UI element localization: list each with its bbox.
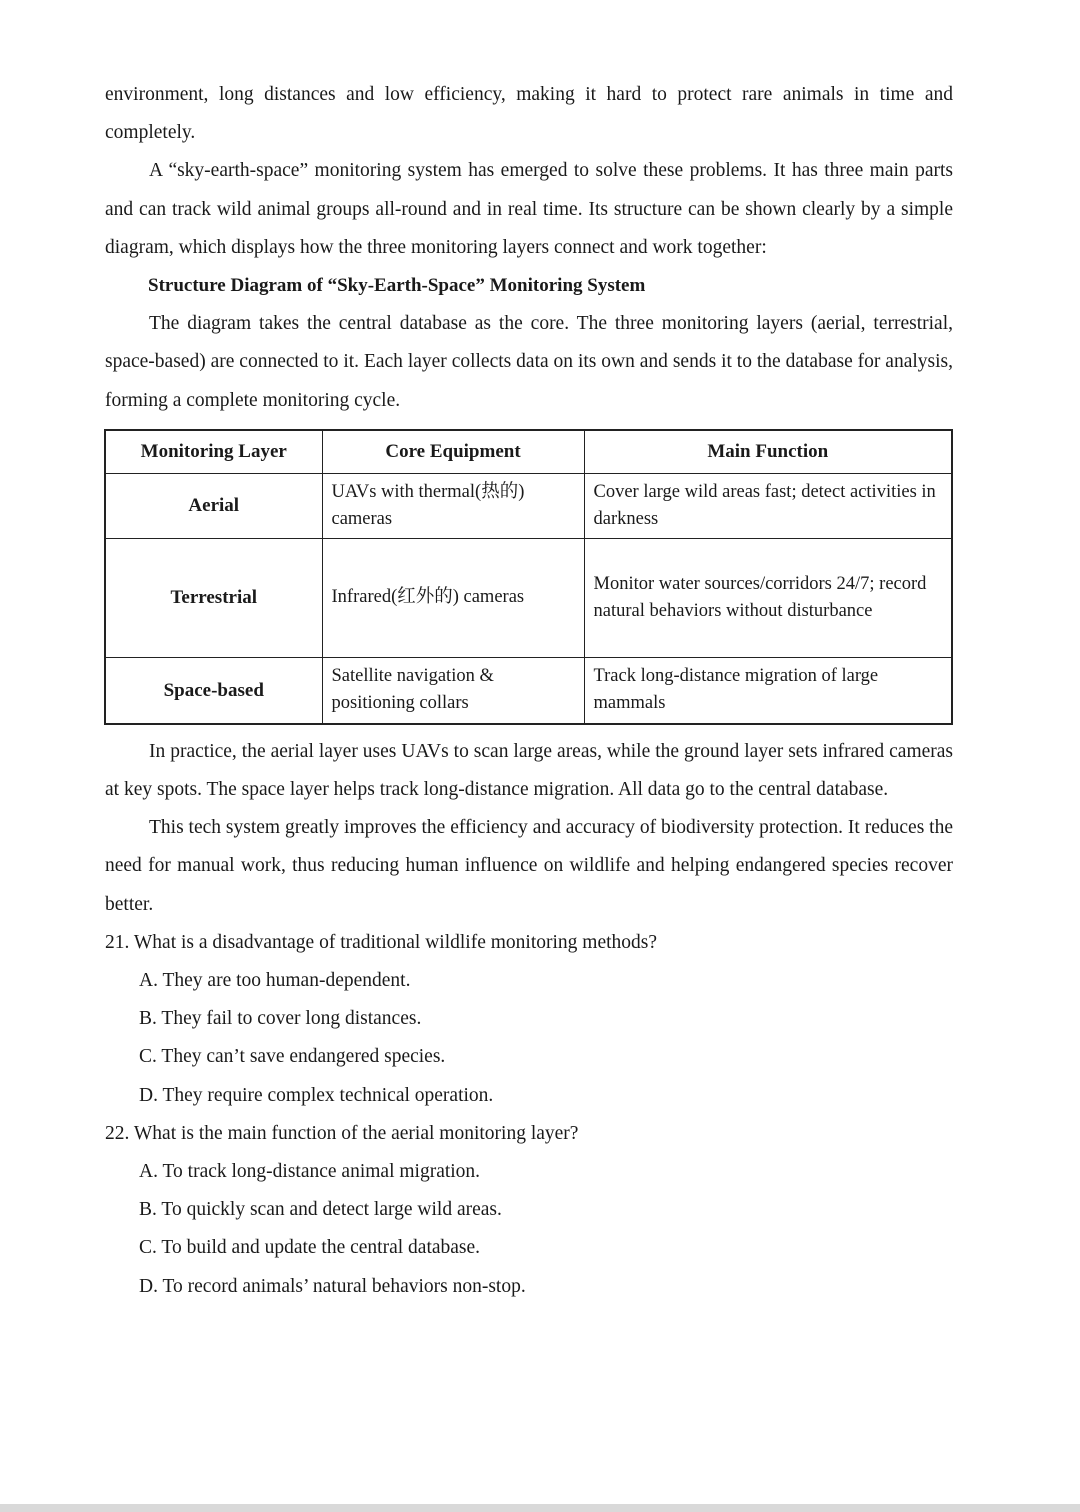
paragraph-practice: In practice, the aerial layer uses UAVs to scan large areas, while the ground layer sets infrared cameras at key spots. The space layer helps track long-distance migration. All data go to the central database. <box>105 740 953 801</box>
equipment-cell: UAVs with thermal(热的) cameras <box>322 473 584 538</box>
option-b: B. They fail to cover long distances. <box>139 1008 422 1030</box>
table-row <box>105 538 952 657</box>
equipment-cell: Infrared(红外的) cameras <box>322 538 584 657</box>
table-row <box>105 473 952 538</box>
paragraph-conclusion: This tech system greatly improves the efficiency and accuracy of biodiversity protection. It reduces the need for manual work, thus reducing human influence on wildlife and helping endangered species recover better. <box>105 817 953 915</box>
option-a: A. To track long-distance animal migration. <box>139 1161 481 1183</box>
paragraph-system: A “sky-earth-space” monitoring system has emerged to solve these problems. It has three main parts and can track wild animal groups all-round and in real time. Its structure can be shown clearly by a simple diagram, which displays how the three monitoring layers connect and work together: <box>105 160 953 258</box>
layer-cell: Space-based <box>105 657 322 724</box>
exam-page <box>105 76 953 1306</box>
header-monitoring-layer: Monitoring Layer <box>105 430 322 474</box>
function-cell: Monitor water sources/corridors 24/7; record natural behaviors without disturbance <box>584 538 952 657</box>
scan-bottom-edge <box>0 1504 1080 1512</box>
option-d: D. They require complex technical operation. <box>139 1084 494 1106</box>
header-core-equipment: Core Equipment <box>322 430 584 474</box>
option-d: D. To record animals’ natural behaviors non-stop. <box>139 1275 526 1297</box>
table-row <box>105 657 952 724</box>
table-header-row <box>105 430 952 474</box>
question-22 <box>105 1115 953 1306</box>
question-21 <box>105 924 953 1115</box>
diagram-caption: Structure Diagram of “Sky-Earth-Space” Monitoring System <box>148 275 646 297</box>
function-cell: Cover large wild areas fast; detect activities in darkness <box>584 473 952 538</box>
header-main-function: Main Function <box>584 430 952 474</box>
question-stem: 21. What is a disadvantage of traditional wildlife monitoring methods? <box>105 931 658 953</box>
monitoring-table <box>104 429 953 725</box>
layer-cell: Terrestrial <box>105 538 322 657</box>
function-cell: Track long-distance migration of large mammals <box>584 657 952 724</box>
paragraph-intro-end: environment, long distances and low efficiency, making it hard to protect rare animals in time and completely. <box>105 84 953 144</box>
option-c: C. To build and update the central database. <box>139 1237 481 1259</box>
option-b: B. To quickly scan and detect large wild areas. <box>139 1199 502 1221</box>
paragraph-diagram: The diagram takes the central database as the core. The three monitoring layers (aerial, terrestrial, space-based) are connected to it. Each layer collects data on its own and sends it to the database for analysis, forming a complete monitoring cycle. <box>105 313 953 411</box>
option-c: C. They can’t save endangered species. <box>139 1046 446 1068</box>
equipment-cell: Satellite navigation & positioning collars <box>322 657 584 724</box>
question-stem: 22. What is the main function of the aerial monitoring layer? <box>105 1122 579 1144</box>
layer-cell: Aerial <box>105 473 322 538</box>
option-a: A. They are too human-dependent. <box>139 970 411 992</box>
